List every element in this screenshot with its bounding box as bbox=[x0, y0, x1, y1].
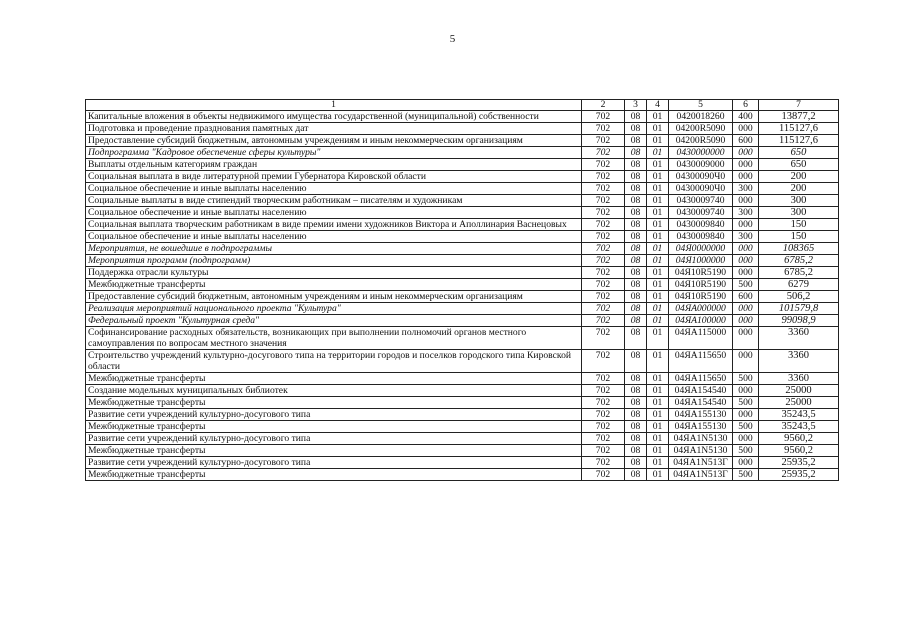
cell-target-code: 04ЯA154540 bbox=[669, 397, 733, 409]
cell-department: 702 bbox=[582, 373, 625, 385]
cell-amount: 13877,2 bbox=[759, 111, 839, 123]
cell-amount: 9560,2 bbox=[759, 445, 839, 457]
header-cell: 6 bbox=[733, 100, 759, 111]
table-row bbox=[86, 231, 839, 243]
cell-section: 08 bbox=[625, 147, 647, 159]
cell-department: 702 bbox=[582, 123, 625, 135]
table-row bbox=[86, 445, 839, 457]
cell-section: 08 bbox=[625, 327, 647, 350]
cell-section: 08 bbox=[625, 409, 647, 421]
cell-expense-type: 400 bbox=[733, 111, 759, 123]
cell-department: 702 bbox=[582, 315, 625, 327]
cell-target-code: 04ЯA154540 bbox=[669, 385, 733, 397]
row-name: Мероприятия программ (подпрограмм) bbox=[86, 255, 582, 267]
table-row bbox=[86, 255, 839, 267]
table-row bbox=[86, 421, 839, 433]
table-row bbox=[86, 373, 839, 385]
table-row bbox=[86, 303, 839, 315]
cell-expense-type: 500 bbox=[733, 279, 759, 291]
table-row bbox=[86, 469, 839, 481]
cell-department: 702 bbox=[582, 433, 625, 445]
cell-subsection: 01 bbox=[647, 279, 669, 291]
row-name: Федеральный проект "Культурная среда" bbox=[86, 315, 582, 327]
table-row bbox=[86, 327, 839, 350]
cell-expense-type: 000 bbox=[733, 123, 759, 135]
cell-target-code: 04ЯA100000 bbox=[669, 315, 733, 327]
row-name: Выплаты отдельным категориям граждан bbox=[86, 159, 582, 171]
cell-target-code: 04200R5090 bbox=[669, 123, 733, 135]
row-name: Поддержка отрасли культуры bbox=[86, 267, 582, 279]
cell-target-code: 04ЯA1N5130 bbox=[669, 445, 733, 457]
table-row bbox=[86, 433, 839, 445]
header-cell: 5 bbox=[669, 100, 733, 111]
cell-target-code: 04ЯA115650 bbox=[669, 373, 733, 385]
cell-amount: 200 bbox=[759, 171, 839, 183]
cell-target-code: 04Я1000000 bbox=[669, 255, 733, 267]
cell-amount: 108365 bbox=[759, 243, 839, 255]
cell-department: 702 bbox=[582, 327, 625, 350]
cell-subsection: 01 bbox=[647, 255, 669, 267]
row-name: Капитальные вложения в объекты недвижимого имущества государственной (муниципальной) собственности bbox=[86, 111, 582, 123]
table-row bbox=[86, 409, 839, 421]
row-name: Развитие сети учреждений культурно-досугового типа bbox=[86, 433, 582, 445]
cell-section: 08 bbox=[625, 303, 647, 315]
table-row bbox=[86, 111, 839, 123]
cell-subsection: 01 bbox=[647, 445, 669, 457]
cell-department: 702 bbox=[582, 231, 625, 243]
cell-amount: 25000 bbox=[759, 385, 839, 397]
cell-section: 08 bbox=[625, 123, 647, 135]
cell-expense-type: 000 bbox=[733, 327, 759, 350]
cell-department: 702 bbox=[582, 469, 625, 481]
cell-amount: 3360 bbox=[759, 350, 839, 373]
cell-department: 702 bbox=[582, 385, 625, 397]
cell-section: 08 bbox=[625, 231, 647, 243]
table-row bbox=[86, 397, 839, 409]
row-name: Софинансирование расходных обязательств, возникающих при выполнении полномочий органов местного самоуправления по вопросам местного значения bbox=[86, 327, 582, 350]
cell-subsection: 01 bbox=[647, 350, 669, 373]
table-row bbox=[86, 183, 839, 195]
cell-amount: 6785,2 bbox=[759, 267, 839, 279]
cell-expense-type: 000 bbox=[733, 409, 759, 421]
cell-department: 702 bbox=[582, 243, 625, 255]
cell-expense-type: 600 bbox=[733, 135, 759, 147]
cell-target-code: 0430009840 bbox=[669, 231, 733, 243]
cell-target-code: 04300090Ч0 bbox=[669, 183, 733, 195]
cell-expense-type: 000 bbox=[733, 243, 759, 255]
cell-amount: 99098,9 bbox=[759, 315, 839, 327]
cell-section: 08 bbox=[625, 433, 647, 445]
cell-target-code: 04200R5090 bbox=[669, 135, 733, 147]
cell-subsection: 01 bbox=[647, 421, 669, 433]
cell-target-code: 04ЯA000000 bbox=[669, 303, 733, 315]
cell-subsection: 01 bbox=[647, 111, 669, 123]
table-row bbox=[86, 457, 839, 469]
cell-amount: 150 bbox=[759, 231, 839, 243]
cell-amount: 101579,8 bbox=[759, 303, 839, 315]
cell-amount: 506,2 bbox=[759, 291, 839, 303]
cell-department: 702 bbox=[582, 421, 625, 433]
cell-section: 08 bbox=[625, 111, 647, 123]
cell-subsection: 01 bbox=[647, 457, 669, 469]
table-row bbox=[86, 385, 839, 397]
row-name: Социальное обеспечение и иные выплаты населению bbox=[86, 183, 582, 195]
cell-target-code: 0430009740 bbox=[669, 195, 733, 207]
cell-section: 08 bbox=[625, 373, 647, 385]
cell-target-code: 0420018260 bbox=[669, 111, 733, 123]
cell-section: 08 bbox=[625, 159, 647, 171]
cell-expense-type: 000 bbox=[733, 195, 759, 207]
row-name: Предоставление субсидий бюджетным, автономным учреждениям и иным некоммерческим организациям bbox=[86, 291, 582, 303]
row-name: Межбюджетные трансферты bbox=[86, 421, 582, 433]
page-number: 5 bbox=[449, 33, 456, 45]
cell-target-code: 04ЯA115650 bbox=[669, 350, 733, 373]
cell-subsection: 01 bbox=[647, 327, 669, 350]
cell-section: 08 bbox=[625, 171, 647, 183]
cell-expense-type: 000 bbox=[733, 350, 759, 373]
cell-department: 702 bbox=[582, 255, 625, 267]
cell-subsection: 01 bbox=[647, 195, 669, 207]
cell-amount: 6279 bbox=[759, 279, 839, 291]
cell-section: 08 bbox=[625, 255, 647, 267]
cell-department: 702 bbox=[582, 291, 625, 303]
cell-expense-type: 000 bbox=[733, 267, 759, 279]
cell-subsection: 01 bbox=[647, 207, 669, 219]
cell-subsection: 01 bbox=[647, 183, 669, 195]
cell-section: 08 bbox=[625, 469, 647, 481]
cell-amount: 115127,6 bbox=[759, 123, 839, 135]
cell-target-code: 04ЯA115000 bbox=[669, 327, 733, 350]
cell-expense-type: 000 bbox=[733, 159, 759, 171]
cell-section: 08 bbox=[625, 219, 647, 231]
row-name: Социальная выплата в виде литературной премии Губернатора Кировской области bbox=[86, 171, 582, 183]
header-cell: 7 bbox=[759, 100, 839, 111]
row-name: Подпрограмма "Кадровое обеспечение сферы культуры" bbox=[86, 147, 582, 159]
row-name: Развитие сети учреждений культурно-досугового типа bbox=[86, 457, 582, 469]
cell-department: 702 bbox=[582, 135, 625, 147]
cell-target-code: 04ЯA155130 bbox=[669, 421, 733, 433]
cell-section: 08 bbox=[625, 445, 647, 457]
cell-expense-type: 000 bbox=[733, 303, 759, 315]
row-name: Социальная выплата творческим работникам в виде премии имени художников Виктора и Аполлинария Васнецовых bbox=[86, 219, 582, 231]
cell-section: 08 bbox=[625, 183, 647, 195]
cell-department: 702 bbox=[582, 195, 625, 207]
cell-subsection: 01 bbox=[647, 315, 669, 327]
cell-target-code: 04Я10R5190 bbox=[669, 279, 733, 291]
cell-subsection: 01 bbox=[647, 409, 669, 421]
cell-expense-type: 000 bbox=[733, 171, 759, 183]
cell-subsection: 01 bbox=[647, 231, 669, 243]
cell-expense-type: 000 bbox=[733, 457, 759, 469]
cell-expense-type: 000 bbox=[733, 433, 759, 445]
cell-section: 08 bbox=[625, 267, 647, 279]
cell-department: 702 bbox=[582, 279, 625, 291]
header-cell: 1 bbox=[86, 100, 582, 111]
cell-amount: 25935,2 bbox=[759, 469, 839, 481]
cell-expense-type: 500 bbox=[733, 397, 759, 409]
cell-target-code: 0430000000 bbox=[669, 147, 733, 159]
cell-target-code: 04Я10R5190 bbox=[669, 291, 733, 303]
table-row bbox=[86, 207, 839, 219]
cell-expense-type: 000 bbox=[733, 315, 759, 327]
table-row bbox=[86, 171, 839, 183]
cell-subsection: 01 bbox=[647, 135, 669, 147]
table-row bbox=[86, 123, 839, 135]
cell-expense-type: 500 bbox=[733, 421, 759, 433]
cell-section: 08 bbox=[625, 315, 647, 327]
cell-amount: 35243,5 bbox=[759, 409, 839, 421]
table-row bbox=[86, 159, 839, 171]
cell-subsection: 01 bbox=[647, 303, 669, 315]
cell-amount: 200 bbox=[759, 183, 839, 195]
cell-amount: 300 bbox=[759, 195, 839, 207]
cell-section: 08 bbox=[625, 291, 647, 303]
cell-expense-type: 300 bbox=[733, 183, 759, 195]
cell-expense-type: 000 bbox=[733, 147, 759, 159]
row-name: Подготовка и проведение празднования памятных дат bbox=[86, 123, 582, 135]
header-cell: 3 bbox=[625, 100, 647, 111]
cell-amount: 3360 bbox=[759, 327, 839, 350]
cell-expense-type: 500 bbox=[733, 445, 759, 457]
cell-department: 702 bbox=[582, 219, 625, 231]
row-name: Реализация мероприятий национального проекта "Культура" bbox=[86, 303, 582, 315]
cell-expense-type: 600 bbox=[733, 291, 759, 303]
cell-target-code: 0430009840 bbox=[669, 219, 733, 231]
cell-subsection: 01 bbox=[647, 385, 669, 397]
cell-section: 08 bbox=[625, 135, 647, 147]
cell-subsection: 01 bbox=[647, 397, 669, 409]
budget-table bbox=[85, 99, 839, 481]
row-name: Мероприятия, не вошедшие в подпрограммы bbox=[86, 243, 582, 255]
table-row bbox=[86, 243, 839, 255]
row-name: Межбюджетные трансферты bbox=[86, 279, 582, 291]
cell-department: 702 bbox=[582, 303, 625, 315]
cell-section: 08 bbox=[625, 195, 647, 207]
header-row bbox=[86, 100, 839, 111]
cell-amount: 115127,6 bbox=[759, 135, 839, 147]
cell-subsection: 01 bbox=[647, 267, 669, 279]
cell-department: 702 bbox=[582, 350, 625, 373]
cell-subsection: 01 bbox=[647, 171, 669, 183]
cell-subsection: 01 bbox=[647, 373, 669, 385]
cell-expense-type: 300 bbox=[733, 231, 759, 243]
cell-department: 702 bbox=[582, 409, 625, 421]
cell-amount: 9560,2 bbox=[759, 433, 839, 445]
cell-department: 702 bbox=[582, 445, 625, 457]
cell-expense-type: 500 bbox=[733, 469, 759, 481]
cell-subsection: 01 bbox=[647, 219, 669, 231]
cell-target-code: 04ЯA1N513Г bbox=[669, 457, 733, 469]
row-name: Развитие сети учреждений культурно-досугового типа bbox=[86, 409, 582, 421]
cell-amount: 35243,5 bbox=[759, 421, 839, 433]
cell-section: 08 bbox=[625, 279, 647, 291]
cell-subsection: 01 bbox=[647, 433, 669, 445]
row-name: Социальное обеспечение и иные выплаты населению bbox=[86, 231, 582, 243]
table-row bbox=[86, 315, 839, 327]
table-row bbox=[86, 147, 839, 159]
table-row bbox=[86, 350, 839, 373]
cell-amount: 25000 bbox=[759, 397, 839, 409]
cell-target-code: 04ЯA1N5130 bbox=[669, 433, 733, 445]
row-name: Социальные выплаты в виде стипендий творческим работникам – писателям и художникам bbox=[86, 195, 582, 207]
cell-department: 702 bbox=[582, 183, 625, 195]
row-name: Межбюджетные трансферты bbox=[86, 469, 582, 481]
cell-amount: 6785,2 bbox=[759, 255, 839, 267]
cell-section: 08 bbox=[625, 421, 647, 433]
cell-subsection: 01 bbox=[647, 147, 669, 159]
cell-expense-type: 000 bbox=[733, 255, 759, 267]
table-row bbox=[86, 219, 839, 231]
cell-amount: 3360 bbox=[759, 373, 839, 385]
cell-department: 702 bbox=[582, 171, 625, 183]
cell-section: 08 bbox=[625, 207, 647, 219]
row-name: Строительство учреждений культурно-досугового типа на территории городов и поселков городского типа Кировской области bbox=[86, 350, 582, 373]
cell-expense-type: 500 bbox=[733, 373, 759, 385]
table-row bbox=[86, 279, 839, 291]
row-name: Межбюджетные трансферты bbox=[86, 397, 582, 409]
cell-target-code: 04ЯA1N513Г bbox=[669, 469, 733, 481]
cell-target-code: 04ЯA155130 bbox=[669, 409, 733, 421]
table-row bbox=[86, 267, 839, 279]
cell-department: 702 bbox=[582, 147, 625, 159]
cell-amount: 25935,2 bbox=[759, 457, 839, 469]
cell-subsection: 01 bbox=[647, 243, 669, 255]
cell-department: 702 bbox=[582, 207, 625, 219]
cell-department: 702 bbox=[582, 111, 625, 123]
cell-section: 08 bbox=[625, 397, 647, 409]
row-name: Межбюджетные трансферты bbox=[86, 373, 582, 385]
cell-target-code: 04300090Ч0 bbox=[669, 171, 733, 183]
row-name: Предоставление субсидий бюджетным, автономным учреждениям и иным некоммерческим организациям bbox=[86, 135, 582, 147]
row-name: Социальное обеспечение и иные выплаты населению bbox=[86, 207, 582, 219]
cell-subsection: 01 bbox=[647, 159, 669, 171]
row-name: Создание модельных муниципальных библиотек bbox=[86, 385, 582, 397]
cell-section: 08 bbox=[625, 243, 647, 255]
cell-amount: 650 bbox=[759, 159, 839, 171]
cell-amount: 300 bbox=[759, 207, 839, 219]
table-row bbox=[86, 195, 839, 207]
cell-section: 08 bbox=[625, 350, 647, 373]
cell-expense-type: 300 bbox=[733, 207, 759, 219]
cell-department: 702 bbox=[582, 457, 625, 469]
cell-amount: 650 bbox=[759, 147, 839, 159]
cell-target-code: 04Я0000000 bbox=[669, 243, 733, 255]
cell-subsection: 01 bbox=[647, 291, 669, 303]
table-row bbox=[86, 135, 839, 147]
header-cell: 4 bbox=[647, 100, 669, 111]
cell-subsection: 01 bbox=[647, 469, 669, 481]
cell-department: 702 bbox=[582, 267, 625, 279]
cell-expense-type: 000 bbox=[733, 219, 759, 231]
cell-section: 08 bbox=[625, 457, 647, 469]
cell-subsection: 01 bbox=[647, 123, 669, 135]
header-cell: 2 bbox=[582, 100, 625, 111]
cell-department: 702 bbox=[582, 159, 625, 171]
row-name: Межбюджетные трансферты bbox=[86, 445, 582, 457]
cell-target-code: 0430009000 bbox=[669, 159, 733, 171]
cell-department: 702 bbox=[582, 397, 625, 409]
cell-expense-type: 000 bbox=[733, 385, 759, 397]
cell-amount: 150 bbox=[759, 219, 839, 231]
cell-section: 08 bbox=[625, 385, 647, 397]
cell-target-code: 0430009740 bbox=[669, 207, 733, 219]
table-row bbox=[86, 291, 839, 303]
cell-target-code: 04Я10R5190 bbox=[669, 267, 733, 279]
